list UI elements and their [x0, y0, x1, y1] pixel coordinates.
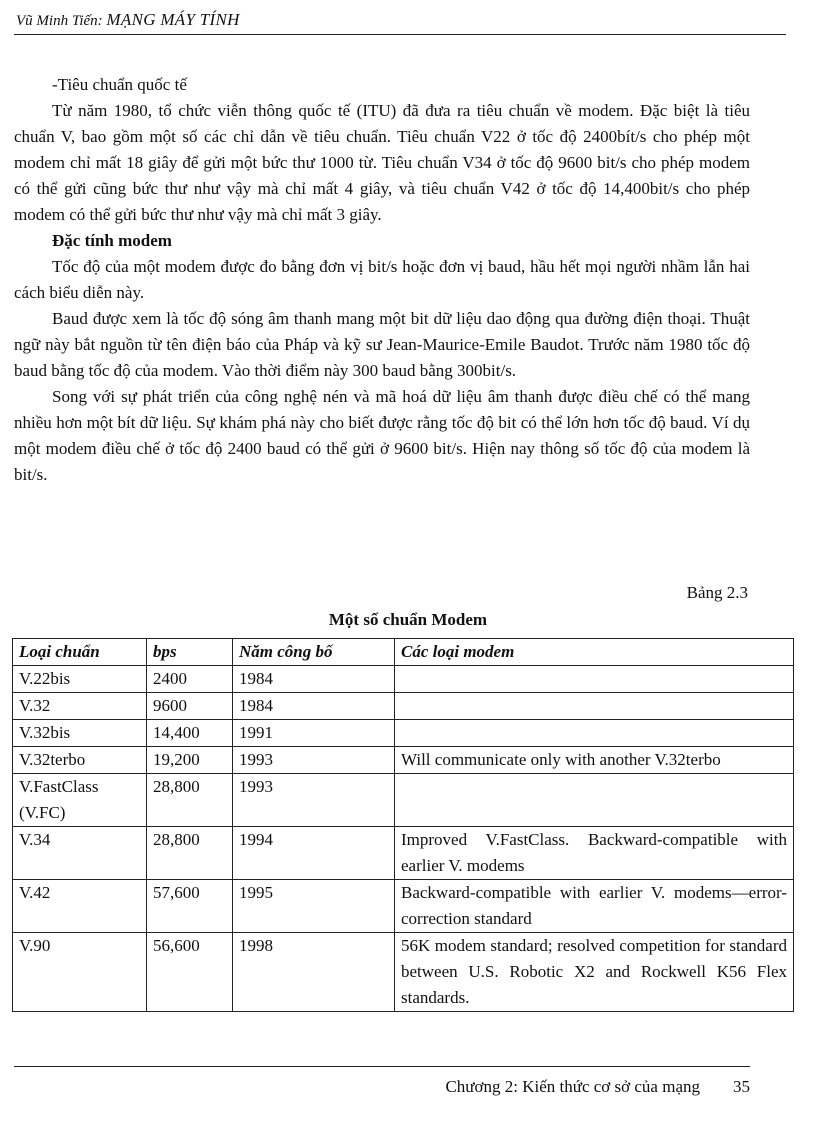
cell-bps: 14,400 [147, 720, 233, 747]
book-title: MẠNG MÁY TÍNH [106, 10, 240, 29]
cell-bps: 28,800 [147, 774, 233, 827]
cell-description [395, 720, 794, 747]
table-row [13, 827, 794, 880]
table-row [13, 666, 794, 693]
page-footer [14, 1066, 750, 1096]
cell-description [395, 693, 794, 720]
cell-standard: V.FastClass (V.FC) [13, 774, 147, 827]
cell-standard: V.90 [13, 933, 147, 1012]
paragraph-compression: Song với sự phát triển của công nghệ nén và mã hoá dữ liệu âm thanh được điều chế có thể mang nhiều hơn một bít dữ liệu. Sự khám phá này cho biết được rằng tốc độ bit có thể lớn hơn tốc độ baud. Ví dụ một modem điều chế ở tốc độ 2400 baud có thể gửi ở 9600 bit/s. Hiện nay thông số tốc độ của modem là bit/s. [14, 387, 750, 484]
table-row [13, 693, 794, 720]
cell-year: 1993 [233, 747, 395, 774]
cell-standard: V.32 [13, 693, 147, 720]
table-row [13, 747, 794, 774]
col-header-modem-types: Các loại modem [395, 639, 794, 666]
cell-year: 1995 [233, 880, 395, 933]
table-row [13, 774, 794, 827]
section-heading: Đặc tính modem [52, 231, 172, 250]
cell-year: 1993 [233, 774, 395, 827]
cell-year: 1994 [233, 827, 395, 880]
col-header-bps: bps [147, 639, 233, 666]
col-header-standard: Loại chuẩn [13, 639, 147, 666]
cell-standard: V.32bis [13, 720, 147, 747]
cell-year: 1998 [233, 933, 395, 1012]
cell-description: Backward-compatible with earlier V. modems—error-correction standard [395, 880, 794, 933]
cell-bps: 28,800 [147, 827, 233, 880]
col-header-year: Năm công bố [233, 639, 395, 666]
cell-bps: 2400 [147, 666, 233, 693]
footer-chapter: Chương 2: Kiến thức cơ sở của mạng [445, 1077, 700, 1096]
modem-standards-table [12, 638, 794, 1012]
cell-description: 56K modem standard; resolved competition for standard between U.S. Robotic X2 and Rockwell K56 Flex standards. [395, 933, 794, 1012]
paragraph-speed: Tốc độ của một modem được đo bằng đơn vị bit/s hoặc đơn vị baud, hầu hết mọi người nhầm lẫn hai cách biểu diễn này. [14, 257, 750, 302]
table-row [13, 720, 794, 747]
header-text [16, 10, 240, 30]
cell-bps: 56,600 [147, 933, 233, 1012]
table-label: Bảng 2.3 [686, 583, 748, 602]
cell-year: 1984 [233, 693, 395, 720]
table-header-row [13, 639, 794, 666]
body-text [14, 72, 750, 488]
cell-bps: 57,600 [147, 880, 233, 933]
table-row [13, 880, 794, 933]
author-name: Vũ Minh Tiến [16, 13, 98, 29]
paragraph-itu: Từ năm 1980, tổ chức viễn thông quốc tế (ITU) đã đưa ra tiêu chuẩn về modem. Đặc biệt là tiêu chuẩn V, bao gồm một số các chỉ dẫn về tiêu chuẩn. Tiêu chuẩn V22 ở tốc độ 2400bít/s cho phép một modem chỉ mất 18 giây để gửi một bức thư 1000 từ. Tiêu chuẩn V34 ở tốc độ 9600 bit/s cho phép modem có thể gửi cũng bức thư như vậy mà chỉ mất 4 giây, và tiêu chuẩn V42 ở tốc độ 14,400bit/s cho phép modem có thể gửi bức thư như vậy mà chỉ mất 3 giây. [14, 101, 750, 224]
header-separator: : [97, 13, 103, 29]
cell-year: 1984 [233, 666, 395, 693]
cell-standard: V.32terbo [13, 747, 147, 774]
cell-description [395, 774, 794, 827]
cell-standard: V.42 [13, 880, 147, 933]
cell-description: Improved V.FastClass. Backward-compatible with earlier V. modems [395, 827, 794, 880]
cell-year: 1991 [233, 720, 395, 747]
cell-bps: 9600 [147, 693, 233, 720]
section-label: -Tiêu chuẩn quốc tế [52, 75, 187, 94]
cell-description: Will communicate only with another V.32terbo [395, 747, 794, 774]
cell-description [395, 666, 794, 693]
cell-standard: V.34 [13, 827, 147, 880]
page-header [14, 6, 786, 35]
table-row [13, 933, 794, 1012]
table-title: Một số chuẩn Modem [328, 610, 488, 629]
paragraph-baud: Baud được xem là tốc độ sóng âm thanh mang một bit dữ liệu dao động qua đường điện thoại. Thuật ngữ này bắt nguồn từ tên điện báo của Pháp và kỹ sư Jean-Maurice-Emile Baudot. Trước năm 1980 tốc độ baud bằng tốc độ của modem. Vào thời điểm này 300 baud bằng 300bit/s. [14, 309, 750, 380]
page-number: 35 [733, 1077, 750, 1096]
cell-standard: V.22bis [13, 666, 147, 693]
cell-bps: 19,200 [147, 747, 233, 774]
